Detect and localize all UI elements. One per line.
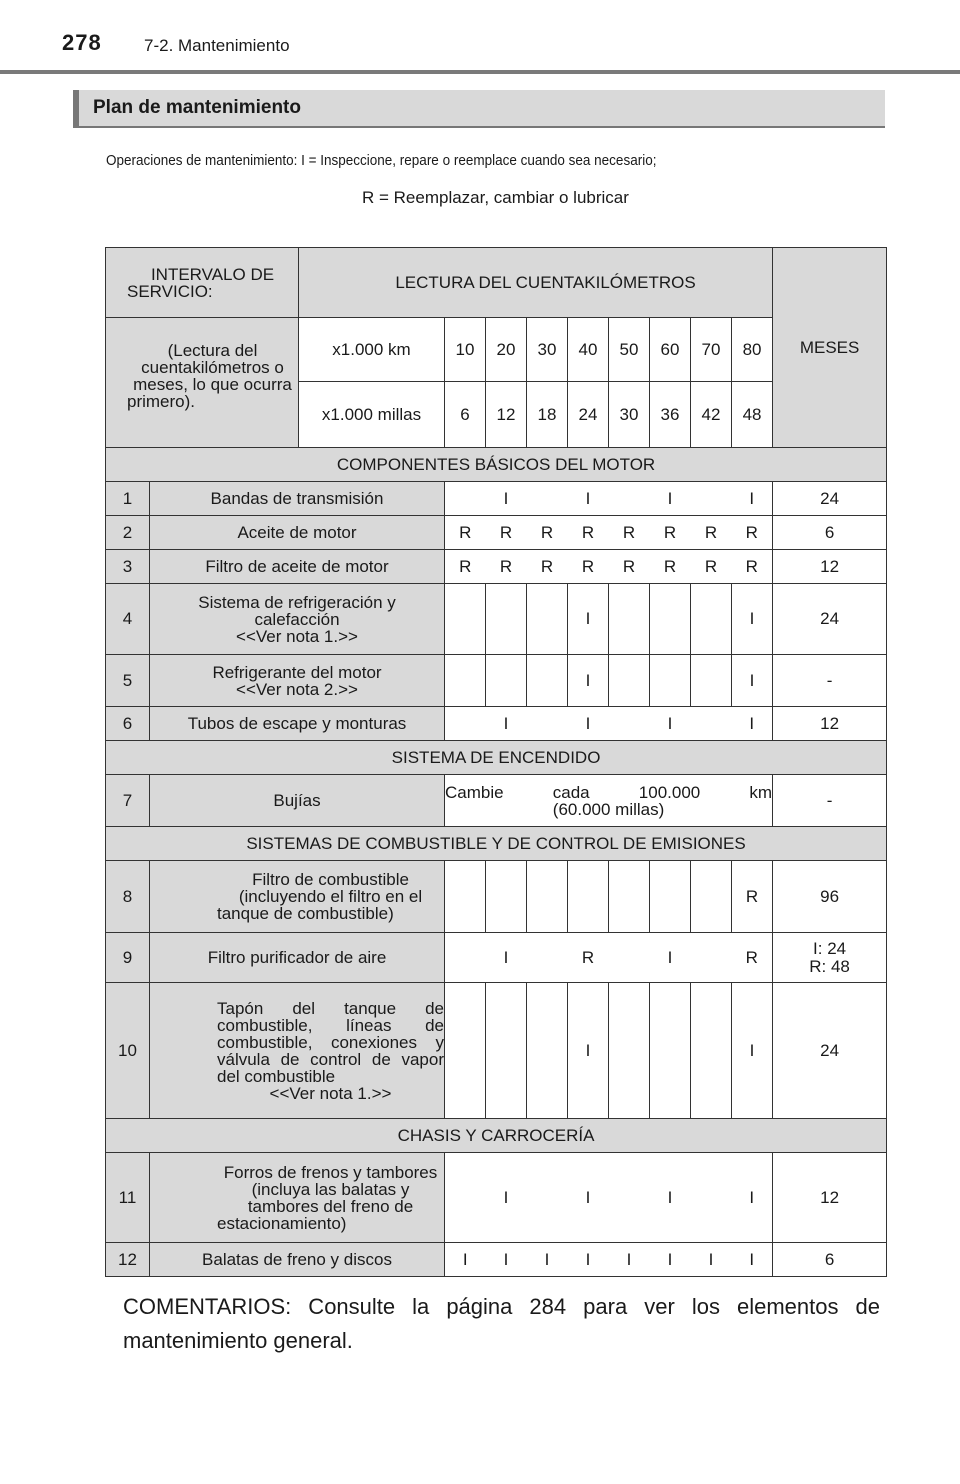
row-cell: I <box>650 707 691 741</box>
km-value: 10 <box>445 318 486 382</box>
row-cell: R <box>445 516 486 550</box>
row-cell: I <box>691 1243 732 1277</box>
row-cell: I <box>445 1243 486 1277</box>
row-cell: I <box>568 1243 609 1277</box>
operations-legend-line2: R = Reemplazar, cambiar o lubricar <box>362 188 629 207</box>
table-row <box>106 775 887 827</box>
miles-value: 48 <box>732 382 773 448</box>
row-number: 9 <box>106 933 150 983</box>
row-item-line: calefacción <box>254 609 340 629</box>
row-cell: I <box>568 1153 609 1243</box>
row-item-note: <<Ver nota 1.>> <box>269 1083 392 1103</box>
row-cell: R <box>527 550 568 584</box>
row-cell: R <box>732 861 773 933</box>
row-months: 6 <box>773 516 887 550</box>
miles-value: 6 <box>445 382 486 448</box>
row-cell: I <box>732 983 773 1119</box>
row-cell: R <box>691 516 732 550</box>
row-cell: I <box>609 1243 650 1277</box>
row-item: Balatas de freno y discos <box>150 1243 445 1277</box>
row-item-note: <<Ver nota 1.>> <box>236 626 358 646</box>
row-cell: I <box>732 482 773 516</box>
row-cell: I <box>732 1243 773 1277</box>
row-cell: R <box>568 516 609 550</box>
odometer-label: LECTURA DEL CUENTAKILÓMETROS <box>299 248 773 318</box>
operations-legend-line1: Operaciones de mantenimiento: I = Inspeccione, repare o reemplace cuando sea necesario; <box>106 152 657 169</box>
row-number: 1 <box>106 482 150 516</box>
row-number: 7 <box>106 775 150 827</box>
miles-value: 36 <box>650 382 691 448</box>
miles-value: 42 <box>691 382 732 448</box>
row-cell: R <box>568 933 609 983</box>
row-interval-note <box>445 775 773 827</box>
km-value: 80 <box>732 318 773 382</box>
km-label: x1.000 km <box>299 318 445 382</box>
row-number: 2 <box>106 516 150 550</box>
page-number: 278 <box>62 30 102 55</box>
table-row <box>106 983 887 1119</box>
row-months-line: I: 24 <box>813 938 847 958</box>
row-number: 12 <box>106 1243 150 1277</box>
row-months: 24 <box>773 983 887 1119</box>
table-row <box>106 933 887 983</box>
category-ignition: SISTEMA DE ENCENDIDO <box>106 741 887 775</box>
row-cell: R <box>486 550 527 584</box>
row-item: Forros de frenos y tambores (incluya las balatas y tambores del freno de estacionamiento) <box>150 1153 445 1243</box>
row-months: 6 <box>773 1243 887 1277</box>
row-cell: I <box>486 707 527 741</box>
comments-paragraph: COMENTARIOS: Consulte la página 284 para ver los elementos de mantenimiento general. <box>123 1294 880 1353</box>
row-item: Bujías <box>150 775 445 827</box>
km-value: 40 <box>568 318 609 382</box>
row-cell: R <box>732 933 773 983</box>
row-cell: I <box>486 482 527 516</box>
row-interval-note-line: Cambie cada 100.000 km <box>445 782 773 802</box>
row-cell: R <box>691 550 732 584</box>
row-months: 12 <box>773 1153 887 1243</box>
row-cell: R <box>732 516 773 550</box>
table-row <box>106 861 887 933</box>
row-cell: R <box>732 550 773 584</box>
row-item-line: Refrigerante del motor <box>212 662 382 682</box>
section-reference: 7-2. Mantenimiento <box>144 36 290 55</box>
row-cell: I <box>650 1243 691 1277</box>
row-cell: I <box>732 1153 773 1243</box>
row-months <box>773 933 887 983</box>
row-cell: I <box>732 707 773 741</box>
row-months: 96 <box>773 861 887 933</box>
table-row <box>106 1153 887 1243</box>
row-cell: I <box>527 1243 568 1277</box>
section-title-band <box>73 90 885 128</box>
table-row <box>106 707 887 741</box>
row-number: 10 <box>106 983 150 1119</box>
row-item: Tubos de escape y monturas <box>150 707 445 741</box>
row-number: 6 <box>106 707 150 741</box>
row-number: 3 <box>106 550 150 584</box>
table-row <box>106 482 887 516</box>
row-months: - <box>773 775 887 827</box>
row-cell: R <box>609 516 650 550</box>
miles-value: 18 <box>527 382 568 448</box>
row-item <box>150 584 445 655</box>
category-chassis-body: CHASIS Y CARROCERÍA <box>106 1119 887 1153</box>
row-number: 11 <box>106 1153 150 1243</box>
row-item: Aceite de motor <box>150 516 445 550</box>
row-item: Filtro de aceite de motor <box>150 550 445 584</box>
row-cell: I <box>568 655 609 707</box>
months-header: MESES <box>773 248 887 448</box>
row-cell: I <box>568 983 609 1119</box>
row-months: - <box>773 655 887 707</box>
row-cell: I <box>486 1153 527 1243</box>
table-row <box>106 655 887 707</box>
row-item <box>150 983 445 1119</box>
row-cell: I <box>568 707 609 741</box>
maintenance-schedule-table <box>105 247 887 1277</box>
row-cell: I <box>568 584 609 655</box>
row-cell: I <box>650 482 691 516</box>
row-months: 12 <box>773 550 887 584</box>
row-cell: I <box>732 584 773 655</box>
km-value: 30 <box>527 318 568 382</box>
km-value: 70 <box>691 318 732 382</box>
row-cell: R <box>650 516 691 550</box>
row-cell: I <box>568 482 609 516</box>
row-item: Filtro purificador de aire <box>150 933 445 983</box>
row-number: 4 <box>106 584 150 655</box>
category-fuel-emissions: SISTEMAS DE COMBUSTIBLE Y DE CONTROL DE EMISIONES <box>106 827 887 861</box>
miles-value: 30 <box>609 382 650 448</box>
table-row <box>106 1243 887 1277</box>
row-cell: R <box>609 550 650 584</box>
row-months: 12 <box>773 707 887 741</box>
km-value: 60 <box>650 318 691 382</box>
header-rule <box>0 70 960 74</box>
row-cell: R <box>527 516 568 550</box>
row-item-text: Tapón del tanque de combustible, líneas de combustible, conexiones y válvula de control de vapor del combustible <box>217 998 445 1086</box>
section-title: Plan de mantenimiento <box>93 97 301 118</box>
row-cell: I <box>486 1243 527 1277</box>
row-item: Filtro de combustible (incluyendo el filtro en el tanque de combustible) <box>150 861 445 933</box>
row-item-note: <<Ver nota 2.>> <box>236 679 358 699</box>
interval-note: (Lectura del cuentakilómetros o meses, lo que ocurra primero). <box>106 318 299 448</box>
miles-value: 24 <box>568 382 609 448</box>
row-item: Bandas de transmisión <box>150 482 445 516</box>
interval-label: INTERVALO DE SERVICIO: <box>106 248 299 318</box>
km-value: 50 <box>609 318 650 382</box>
row-cell: I <box>486 933 527 983</box>
row-item-line: Sistema de refrigeración y <box>198 592 396 612</box>
row-number: 5 <box>106 655 150 707</box>
row-cell: R <box>486 516 527 550</box>
row-cell: R <box>445 550 486 584</box>
row-cell: R <box>568 550 609 584</box>
table-row <box>106 550 887 584</box>
row-months: 24 <box>773 482 887 516</box>
row-cell: I <box>732 655 773 707</box>
row-cell: I <box>650 1153 691 1243</box>
row-months-line: R: 48 <box>809 956 850 976</box>
row-months: 24 <box>773 584 887 655</box>
miles-label: x1.000 millas <box>299 382 445 448</box>
category-engine: COMPONENTES BÁSICOS DEL MOTOR <box>106 448 887 482</box>
row-cell: R <box>650 550 691 584</box>
miles-value: 12 <box>486 382 527 448</box>
table-row <box>106 516 887 550</box>
row-cell: I <box>650 933 691 983</box>
km-value: 20 <box>486 318 527 382</box>
row-number: 8 <box>106 861 150 933</box>
row-interval-note-line: (60.000 millas) <box>552 799 665 819</box>
table-row <box>106 584 887 655</box>
row-item <box>150 655 445 707</box>
